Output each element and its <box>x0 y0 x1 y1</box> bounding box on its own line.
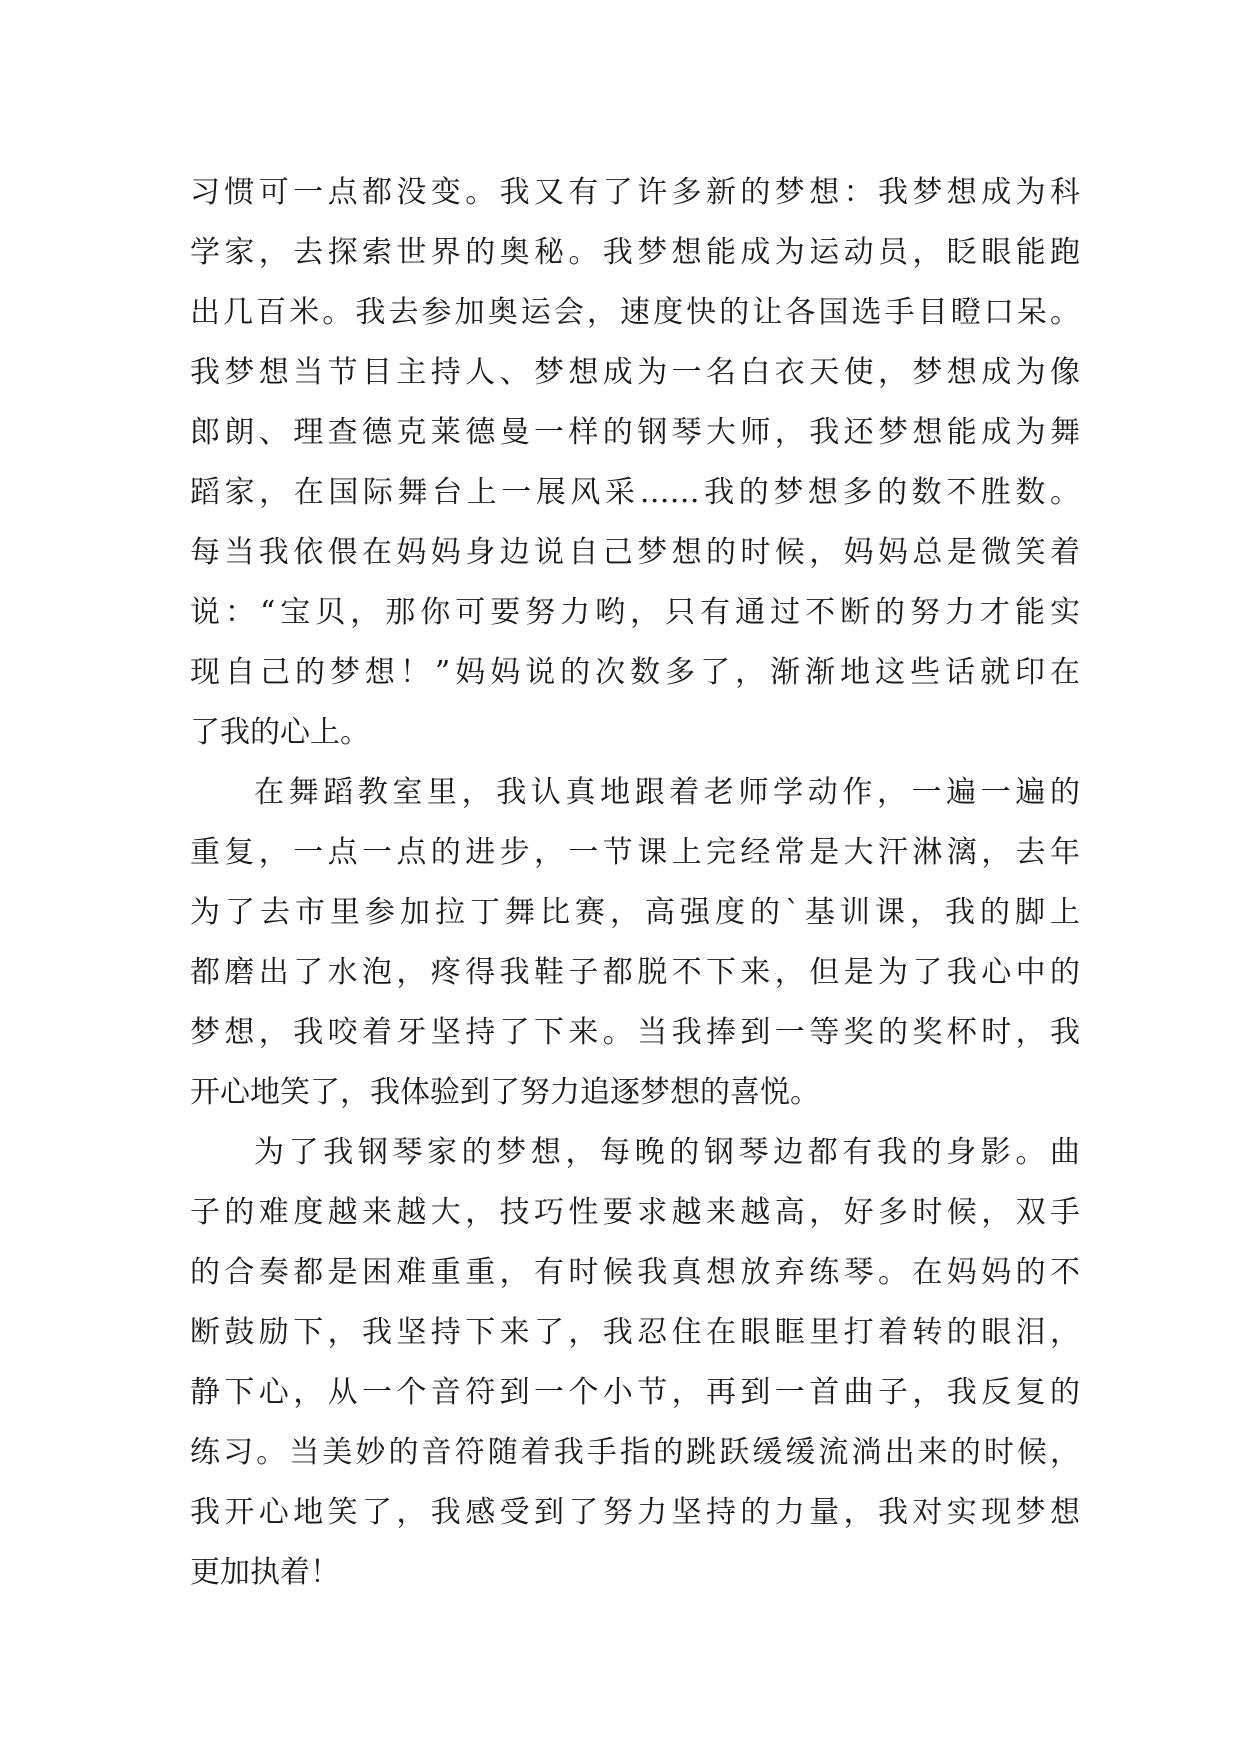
text-line: 在舞蹈教室里，我认真地跟着老师学动作，一遍一遍的 <box>254 775 1080 810</box>
text-line: 更加执着！ <box>190 1555 340 1590</box>
text-line: 我梦想当节目主持人、梦想成为一名白衣天使，梦想成为像 <box>190 355 1080 390</box>
document-body <box>190 163 1080 1603</box>
text-line: 子的难度越来越大，技巧性要求越来越高，好多时候，双手 <box>190 1195 1080 1230</box>
paragraph-1 <box>190 163 1080 763</box>
text-line: 为了去市里参加拉丁舞比赛，高强度的`基训课，我的脚上 <box>190 895 1080 930</box>
text-line: 蹈家，在国际舞台上一展风采……我的梦想多的数不胜数。 <box>190 475 1080 510</box>
text-line: 说：“宝贝，那你可要努力哟，只有通过不断的努力才能实 <box>190 595 1080 630</box>
paragraph-3 <box>190 1123 1080 1603</box>
paragraph-2 <box>190 763 1080 1123</box>
text-line: 现自己的梦想！”妈妈说的次数多了，渐渐地这些话就印在 <box>190 655 1080 690</box>
text-line: 习惯可一点都没变。我又有了许多新的梦想：我梦想成为科 <box>190 175 1080 210</box>
text-line: 都磨出了水泡，疼得我鞋子都脱不下来，但是为了我心中的 <box>190 955 1080 990</box>
text-line: 静下心，从一个音符到一个小节，再到一首曲子，我反复的 <box>190 1375 1080 1410</box>
text-line: 为了我钢琴家的梦想，每晚的钢琴边都有我的身影。曲 <box>254 1135 1080 1170</box>
text-line: 了我的心上。 <box>190 715 370 750</box>
text-line: 郎朗、理查德克莱德曼一样的钢琴大师，我还梦想能成为舞 <box>190 415 1080 450</box>
text-line: 学家，去探索世界的奥秘。我梦想能成为运动员，眨眼能跑 <box>190 235 1080 270</box>
text-line: 断鼓励下，我坚持下来了，我忍住在眼眶里打着转的眼泪， <box>190 1315 1080 1350</box>
text-line: 练习。当美妙的音符随着我手指的跳跃缓缓流淌出来的时候， <box>190 1435 1080 1470</box>
text-line: 每当我依偎在妈妈身边说自己梦想的时候，妈妈总是微笑着 <box>190 535 1080 570</box>
text-line: 出几百米。我去参加奥运会，速度快的让各国选手目瞪口呆。 <box>190 295 1080 330</box>
text-line: 我开心地笑了，我感受到了努力坚持的力量，我对实现梦想 <box>190 1495 1080 1530</box>
text-line: 开心地笑了，我体验到了努力追逐梦想的喜悦。 <box>190 1075 820 1110</box>
text-line: 重复，一点一点的进步，一节课上完经常是大汗淋漓，去年 <box>190 835 1080 870</box>
text-line: 梦想，我咬着牙坚持了下来。当我捧到一等奖的奖杯时，我 <box>190 1015 1080 1050</box>
text-line: 的合奏都是困难重重，有时候我真想放弃练琴。在妈妈的不 <box>190 1255 1080 1290</box>
